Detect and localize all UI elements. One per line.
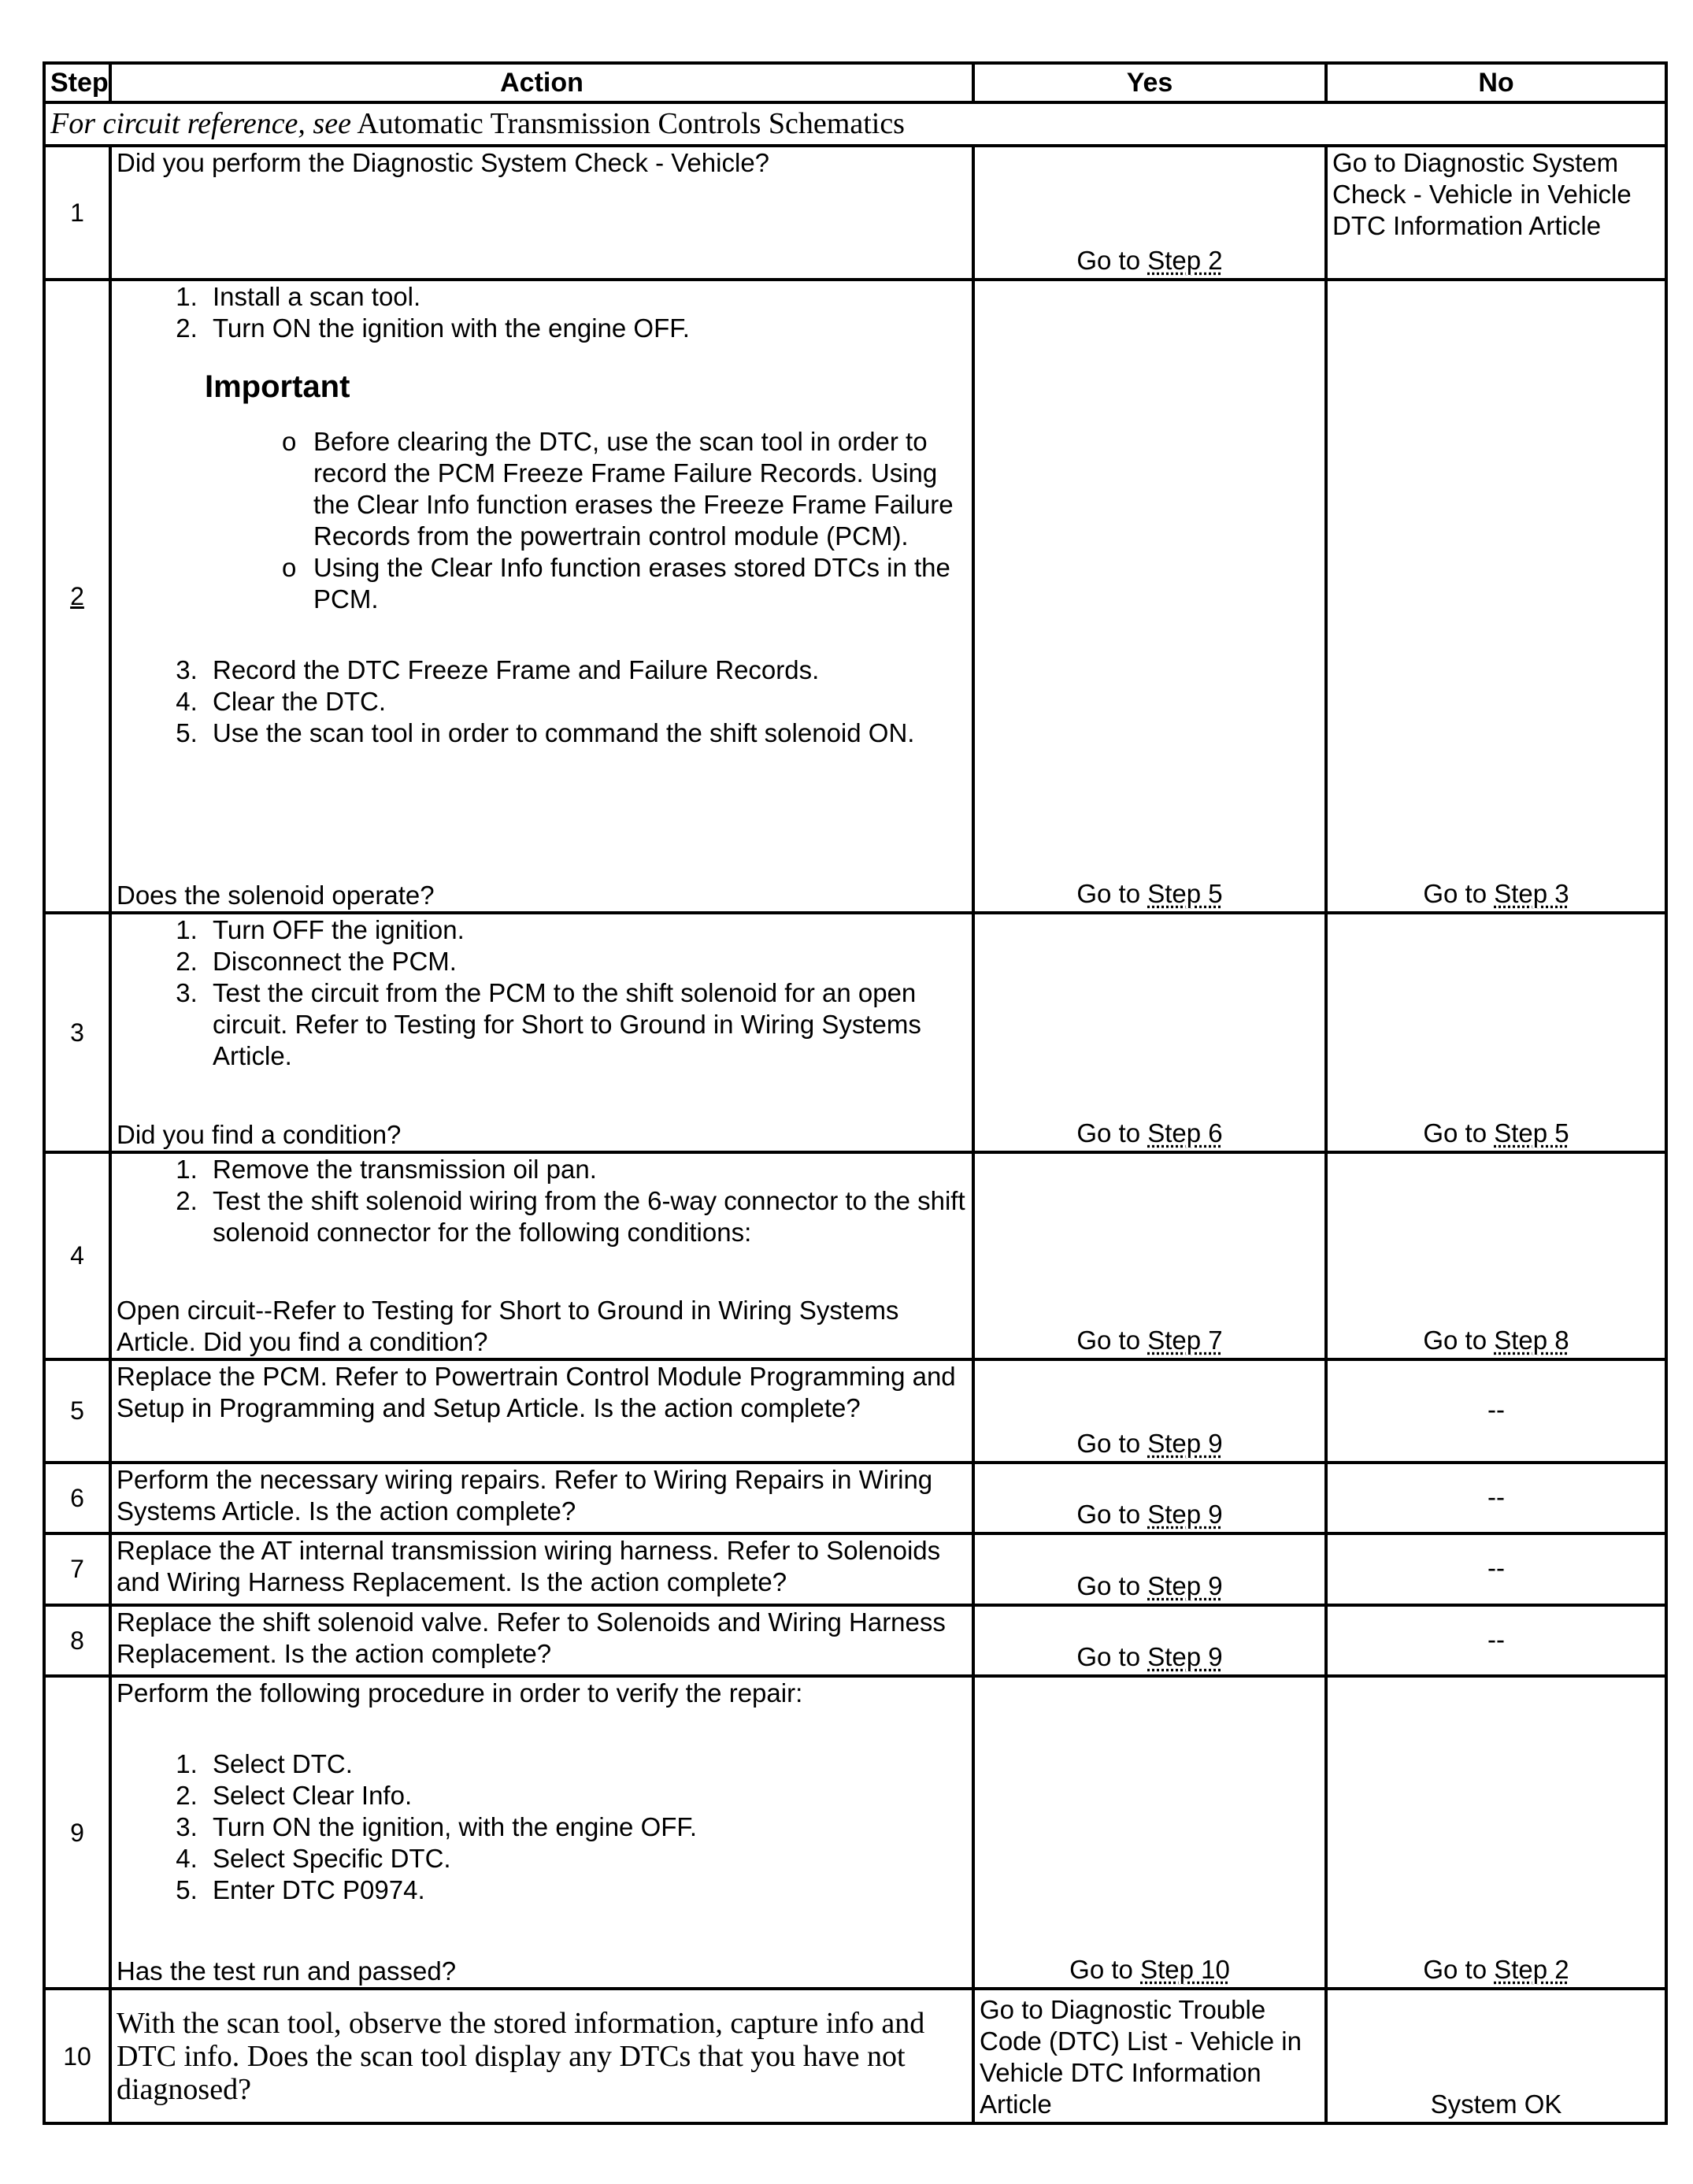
reference-link[interactable]: Automatic Transmission Controls Schematics	[357, 107, 905, 141]
list-item: 4. Select Specific DTC.	[205, 1843, 967, 1874]
table-row	[44, 1989, 1666, 2123]
yes-text: Go to	[1076, 1118, 1141, 1148]
yes-cell	[973, 1533, 1326, 1604]
list-item: 3. Turn ON the ignition, with the engine OFF.	[205, 1811, 967, 1843]
no-cell	[1326, 913, 1666, 1152]
action-text: Replace the PCM. Refer to Powertrain Control Module Programming and Setup in Programming and Setup Article. Is the action complete?	[110, 1359, 973, 1463]
action-steps	[117, 1748, 967, 1906]
header-step: Step	[44, 63, 110, 102]
list-item: 1. Turn OFF the ignition.	[205, 914, 967, 946]
table-row	[44, 280, 1666, 913]
yes-text: Go to	[1076, 246, 1141, 276]
no-text: System OK	[1326, 1989, 1666, 2123]
reference-row	[44, 102, 1666, 145]
step-number: 6	[44, 1463, 110, 1533]
table-row	[44, 146, 1666, 280]
no-text: Go to	[1423, 1118, 1487, 1148]
step-number: 5	[44, 1359, 110, 1463]
list-item: 2. Test the shift solenoid wiring from the 6-way connector to the shift solenoid connector for the following conditions:	[205, 1185, 967, 1248]
yes-step-link[interactable]: Step 9	[1147, 1570, 1223, 1600]
step-number: 10	[44, 1989, 110, 2123]
action-text: Did you perform the Diagnostic System Check - Vehicle?	[110, 146, 973, 280]
no-text: Go to	[1423, 1955, 1487, 1985]
yes-text: Go to	[1069, 1955, 1133, 1985]
list-item: o Using the Clear Info function erases stored DTCs in the PCM.	[313, 552, 967, 615]
yes-cell	[973, 1359, 1326, 1463]
circuit-reference	[44, 102, 1666, 145]
yes-cell	[973, 1152, 1326, 1359]
yes-step-link[interactable]: Step 5	[1147, 879, 1223, 909]
no-cell	[1326, 280, 1666, 913]
no-cell	[1326, 1676, 1666, 1989]
no-step-link[interactable]: Step 2	[1494, 1955, 1569, 1985]
action-steps	[117, 1154, 967, 1248]
action-intro: Perform the following procedure in order to verify the repair:	[117, 1678, 803, 1708]
yes-step-link[interactable]: Step 9	[1147, 1428, 1223, 1458]
list-item: 1. Select DTC.	[205, 1748, 967, 1780]
list-item: 3. Record the DTC Freeze Frame and Failure Records.	[205, 654, 967, 686]
action-text: Replace the AT internal transmission wiring harness. Refer to Solenoids and Wiring Harness Replacement. Is the action complete?	[110, 1533, 973, 1604]
yes-text: Go to	[1076, 1570, 1141, 1600]
list-item: 2. Turn ON the ignition with the engine OFF.	[205, 313, 967, 344]
reference-prefix: For circuit reference, see	[50, 107, 351, 141]
no-step-link[interactable]: Step 3	[1494, 879, 1569, 909]
step-number: 7	[44, 1533, 110, 1604]
yes-step-link[interactable]: Step 9	[1147, 1642, 1223, 1672]
yes-step-link[interactable]: Step 6	[1147, 1118, 1223, 1148]
table-row	[44, 1533, 1666, 1604]
step-number: 4	[44, 1152, 110, 1359]
list-item: 1. Remove the transmission oil pan.	[205, 1154, 967, 1185]
yes-cell	[973, 1605, 1326, 1676]
no-step-link[interactable]: Step 5	[1494, 1118, 1569, 1148]
diagnostic-table	[43, 61, 1668, 2125]
action-text: Perform the necessary wiring repairs. Refer to Wiring Repairs in Wiring Systems Article. Is the action complete?	[110, 1463, 973, 1533]
action-question: Did you find a condition?	[117, 1119, 402, 1149]
no-text: --	[1326, 1463, 1666, 1533]
yes-step-link[interactable]: Step 10	[1140, 1955, 1230, 1985]
action-cell	[110, 280, 973, 913]
no-text: --	[1326, 1605, 1666, 1676]
action-text: Replace the shift solenoid valve. Refer to Solenoids and Wiring Harness Replacement. Is the action complete?	[110, 1605, 973, 1676]
important-notes	[117, 426, 967, 615]
yes-text[interactable]: Go to Diagnostic Trouble Code (DTC) List - Vehicle in Vehicle DTC Information Article	[973, 1989, 1326, 2123]
list-item: 5. Use the scan tool in order to command the shift solenoid ON.	[205, 717, 967, 749]
action-question: Does the solenoid operate?	[117, 881, 435, 910]
action-question: Has the test run and passed?	[117, 1956, 457, 1986]
yes-text: Go to	[1076, 1642, 1141, 1672]
list-item: 4. Clear the DTC.	[205, 686, 967, 717]
table-row	[44, 1463, 1666, 1533]
list-item: 2. Select Clear Info.	[205, 1780, 967, 1811]
no-text: Go to	[1423, 1326, 1487, 1355]
header-no: No	[1326, 63, 1666, 102]
action-cell	[110, 1152, 973, 1359]
step-number: 8	[44, 1605, 110, 1676]
table-row	[44, 1359, 1666, 1463]
header-action: Action	[110, 63, 973, 102]
table-row	[44, 1605, 1666, 1676]
yes-step-link[interactable]: Step 9	[1147, 1500, 1223, 1530]
no-step-link[interactable]: Step 8	[1494, 1326, 1569, 1355]
header-row	[44, 63, 1666, 102]
no-cell	[1326, 1152, 1666, 1359]
yes-text: Go to	[1076, 1500, 1141, 1530]
action-cell	[110, 1676, 973, 1989]
step-number: 2	[44, 280, 110, 913]
table-row	[44, 1152, 1666, 1359]
step-number: 1	[44, 146, 110, 280]
action-cell	[110, 913, 973, 1152]
step-number: 3	[44, 913, 110, 1152]
yes-step-link[interactable]: Step 2	[1147, 246, 1223, 276]
list-item: 1. Install a scan tool.	[205, 281, 967, 313]
step-number: 9	[44, 1676, 110, 1989]
action-text: With the scan tool, observe the stored information, capture info and DTC info. Does the scan tool display any DTCs that you have not diagnosed?	[110, 1989, 973, 2123]
no-text: Go to	[1423, 879, 1487, 909]
yes-cell	[973, 1676, 1326, 1989]
list-item: 5. Enter DTC P0974.	[205, 1874, 967, 1906]
important-heading: Important	[205, 369, 350, 405]
no-text: --	[1326, 1359, 1666, 1463]
yes-cell	[973, 913, 1326, 1152]
action-steps	[117, 281, 967, 344]
action-steps	[117, 914, 967, 1072]
table-row	[44, 1676, 1666, 1989]
yes-text: Go to	[1076, 1428, 1141, 1458]
no-text: --	[1326, 1533, 1666, 1604]
action-question: Open circuit--Refer to Testing for Short to Ground in Wiring Systems Article. Did you find a condition?	[117, 1296, 899, 1357]
yes-text: Go to	[1076, 879, 1141, 909]
list-item: o Before clearing the DTC, use the scan tool in order to record the PCM Freeze Frame Failure Records. Using the Clear Info function erases the Freeze Frame Failure Records from the powertrain control module (PCM).	[313, 426, 967, 552]
header-yes: Yes	[973, 63, 1326, 102]
yes-step-link[interactable]: Step 7	[1147, 1326, 1223, 1355]
no-text[interactable]: Go to Diagnostic System Check - Vehicle in Vehicle DTC Information Article	[1326, 146, 1666, 280]
table-row	[44, 913, 1666, 1152]
yes-cell	[973, 280, 1326, 913]
list-item: 2. Disconnect the PCM.	[205, 946, 967, 977]
list-item: 3. Test the circuit from the PCM to the shift solenoid for an open circuit. Refer to Testing for Short to Ground in Wiring Systems Article.	[205, 977, 967, 1072]
yes-text: Go to	[1076, 1326, 1141, 1355]
action-steps	[117, 654, 967, 749]
yes-cell	[973, 1463, 1326, 1533]
yes-cell	[973, 146, 1326, 280]
